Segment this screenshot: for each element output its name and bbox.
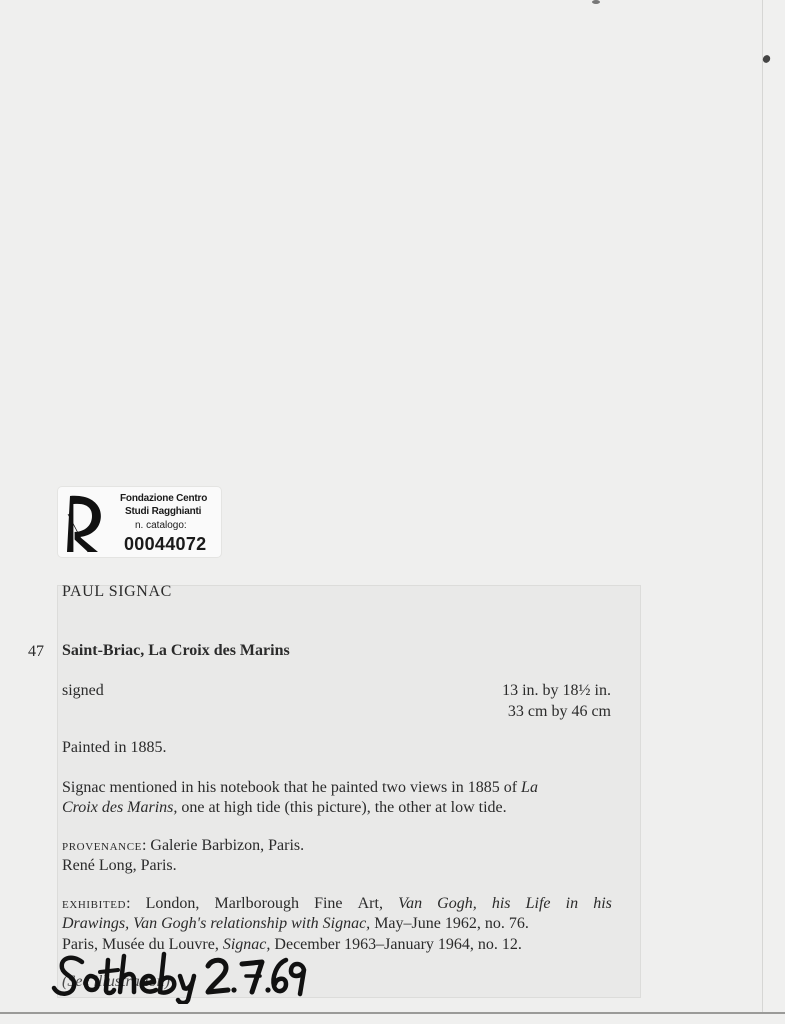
signed-note: signed [62, 682, 104, 699]
lot-number: 47 [28, 643, 44, 660]
exhibited-word: Van [398, 895, 423, 912]
catalog-label: n. catalogo: [135, 520, 187, 531]
illustration-note: (See illustration) [62, 973, 170, 990]
fondazione-logo-icon [64, 492, 106, 554]
exhibited-word: Life [525, 895, 551, 912]
provenance-line [62, 836, 304, 856]
exhibition-text: December 1963–January 1964, no. 12. [270, 936, 522, 953]
exhibition-text: Paris, Musée du Louvre, [62, 936, 223, 953]
exhibited-word: Gogh, [437, 895, 477, 912]
exhibited-word: London, [145, 895, 200, 912]
archive-org-name: Fondazione Centro [120, 493, 208, 504]
exhibited-word: Fine [314, 895, 343, 912]
provenance-label: provenance [62, 838, 142, 854]
exhibited-word: in [565, 895, 579, 912]
exhibited-label: exhibited [62, 896, 127, 912]
dimensions-cm: 33 cm by 46 cm [507, 703, 611, 720]
artwork-title: Saint-Briac, La Croix des Marins [62, 642, 290, 659]
archive-org-name: Studi Ragghianti [125, 506, 202, 517]
exhibited-word: Art, [357, 895, 383, 912]
notebook-note-line [62, 778, 538, 798]
exhibition-title-italic: Drawings, Van Gogh's relationship with Signac, [62, 915, 371, 932]
exhibited-word: his [491, 895, 511, 912]
note-text: one at high tide (this picture), the other at low tide. [177, 799, 507, 816]
archive-catalog-label [58, 487, 221, 557]
provenance-line: René Long, Paris. [62, 857, 177, 874]
exhibited-word [62, 894, 131, 914]
note-title-italic: Croix des Marins, [62, 799, 178, 816]
exhibition-title-italic: Signac, [222, 936, 271, 953]
note-text: Signac mentioned in his notebook that he painted two views in 1885 of [62, 779, 522, 796]
exhibited-line [62, 914, 529, 934]
note-title-italic: La [521, 779, 538, 796]
exhibited-line [62, 894, 612, 914]
artist-name: PAUL SIGNAC [62, 583, 172, 600]
catalog-number: 00044072 [124, 534, 207, 554]
exhibited-word: his [593, 895, 612, 912]
dimensions-inches: 13 in. by 18½ in. [502, 682, 611, 699]
painted-date: Painted in 1885. [62, 739, 167, 756]
paper-speck [592, 0, 600, 4]
provenance-text: : Galerie Barbizon, Paris. [141, 837, 305, 854]
exhibition-text: May–June 1962, no. 76. [370, 915, 529, 932]
exhibited-colon: : [126, 895, 131, 912]
page-bottom-edge [0, 1012, 785, 1014]
notebook-note-line [62, 798, 507, 818]
exhibited-word: Marlborough [214, 895, 299, 912]
handwritten-annotation [48, 948, 308, 1004]
